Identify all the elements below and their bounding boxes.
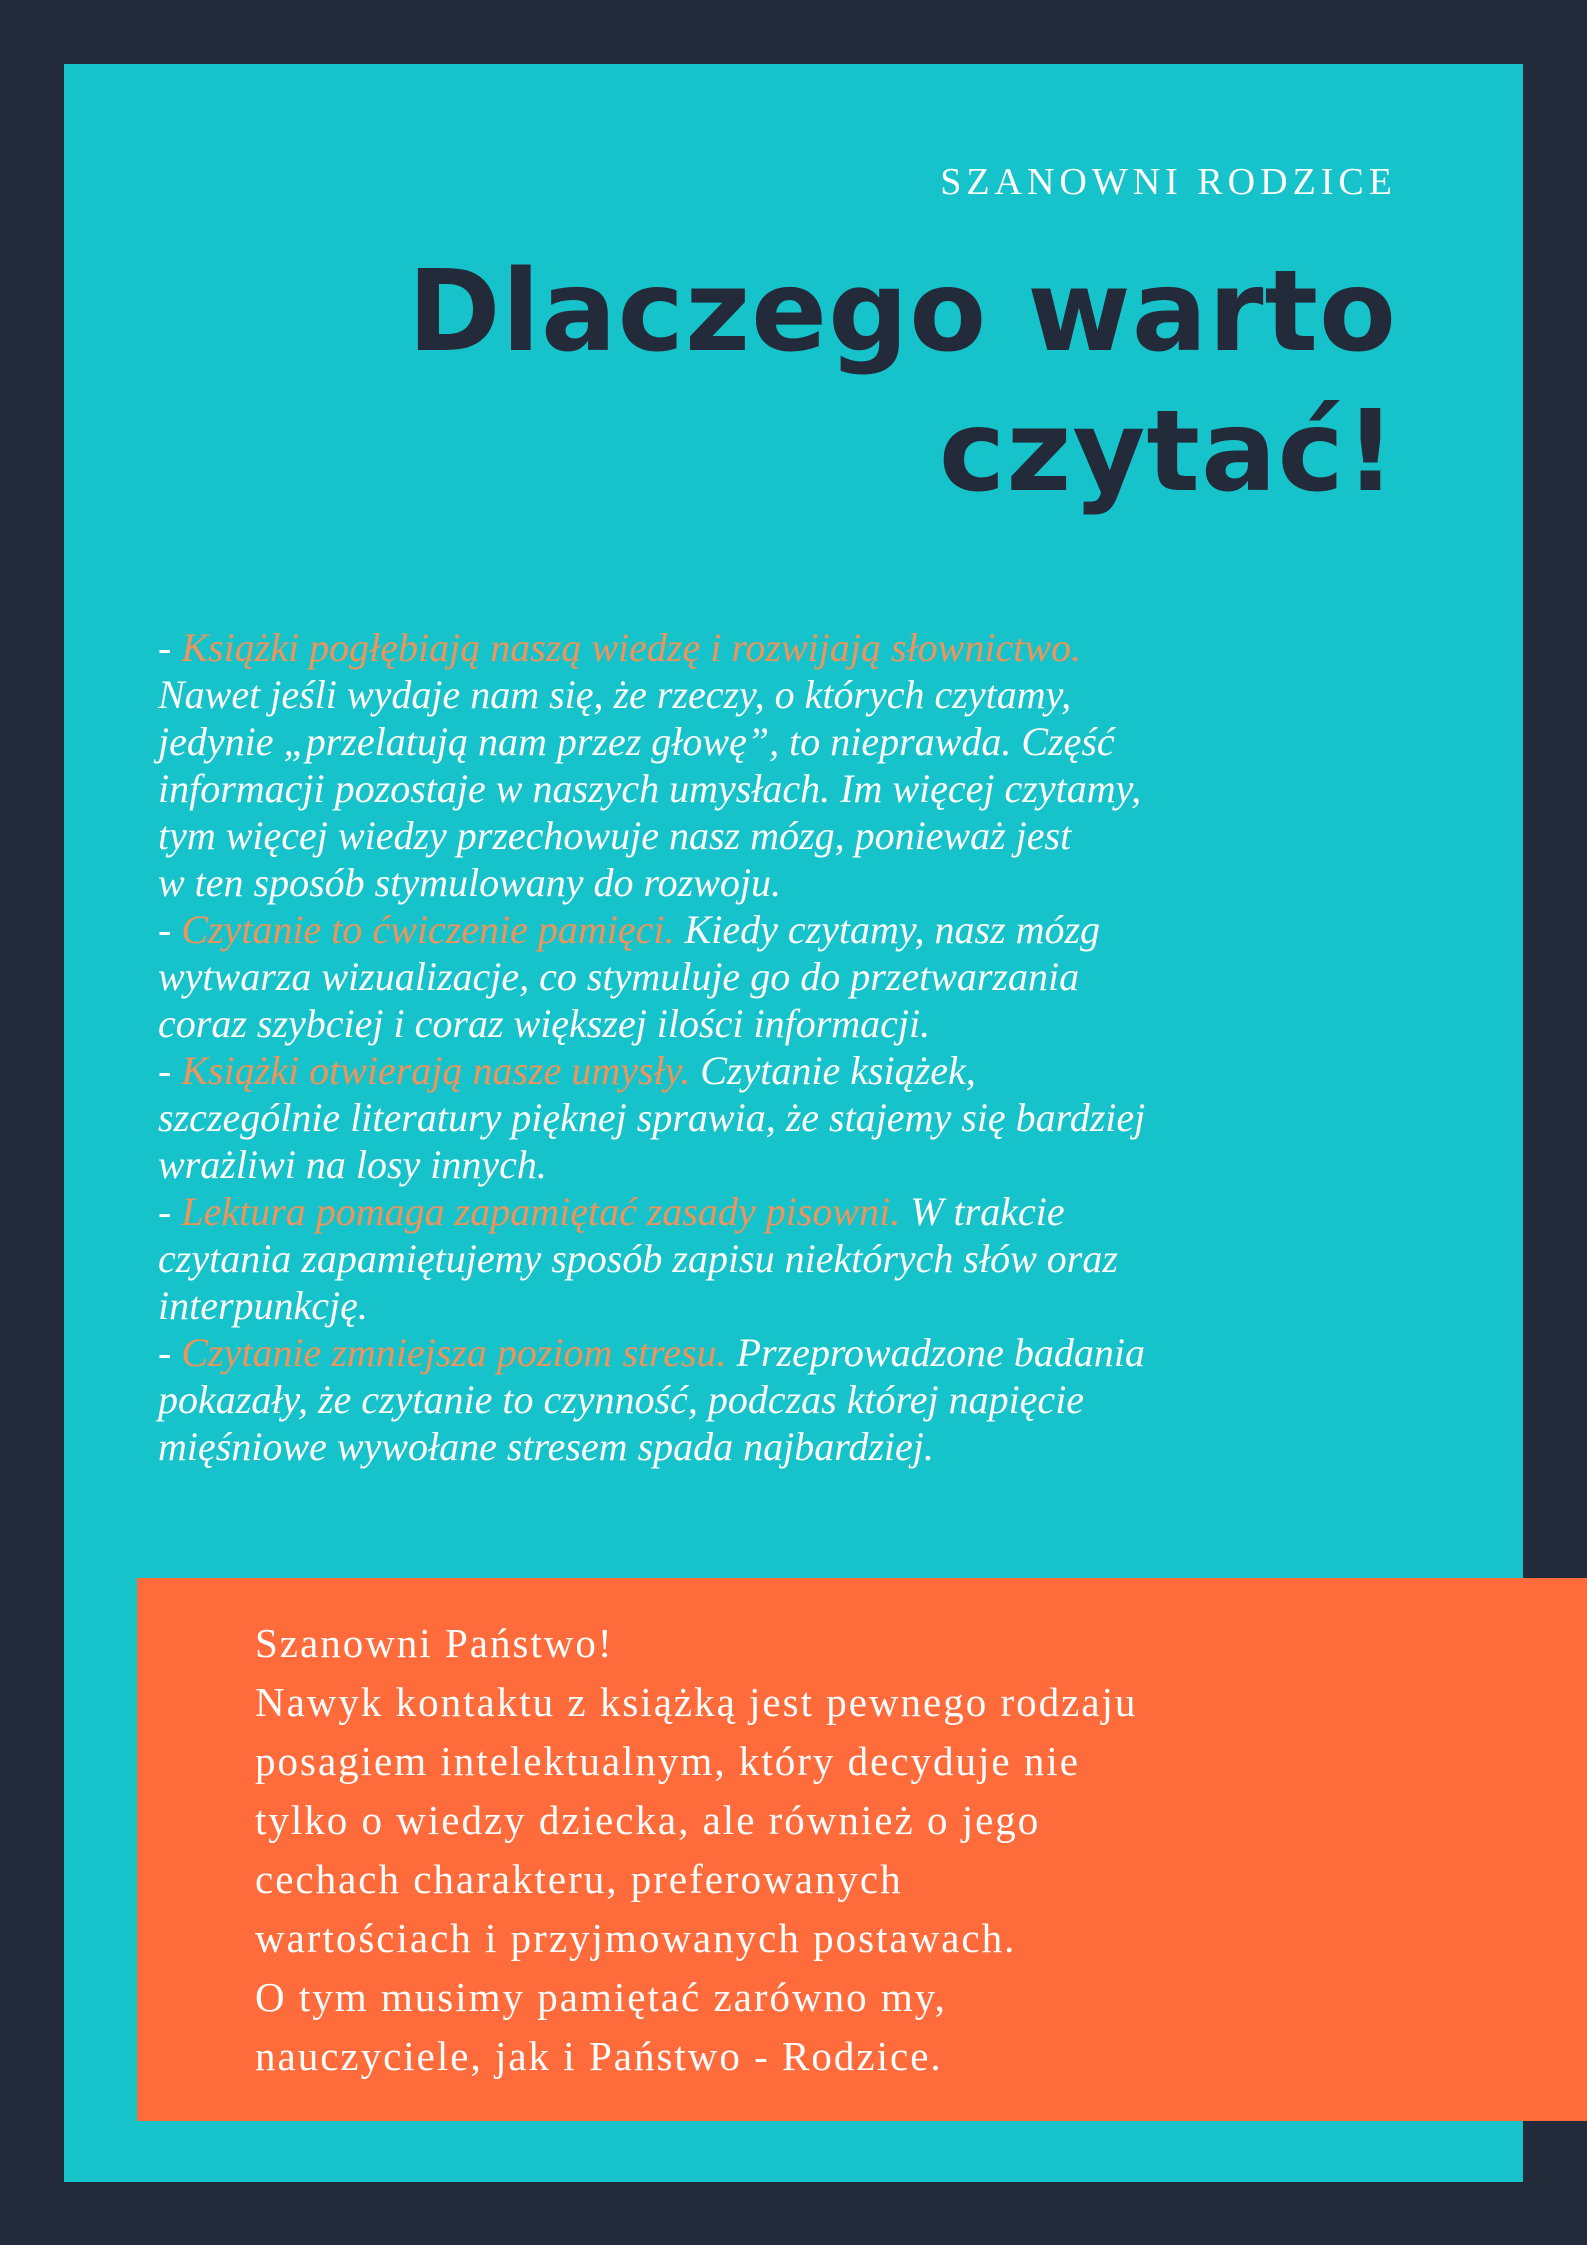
reason-line: pokazały, że czytanie to czynność, podczas której napięcie: [158, 1377, 1085, 1422]
reason-line: interpunkcję.: [158, 1283, 368, 1328]
note-line: tylko o wiedzy dziecka, ale również o jego: [255, 1797, 1041, 1843]
reason-item: [158, 1329, 1488, 1470]
reason-dash: -: [158, 625, 182, 670]
reason-dash: -: [158, 1189, 182, 1234]
reason-line: Przeprowadzone badania: [726, 1330, 1146, 1375]
reason-line: jedynie „przelatują nam przez głowę”, to nieprawda. Część: [158, 719, 1115, 764]
reason-line: czytania zapamiętujemy sposób zapisu niektórych słów oraz: [158, 1236, 1118, 1281]
reason-line: w ten sposób stymulowany do rozwoju.: [158, 860, 781, 905]
note-greeting: Szanowni Państwo!: [255, 1620, 614, 1666]
reason-dash: -: [158, 907, 182, 952]
reason-line: coraz szybciej i coraz większej ilości informacji.: [158, 1001, 931, 1046]
reason-highlight: Książki otwierają nasze umysły.: [181, 1048, 691, 1093]
reason-line: Nawet jeśli wydaje nam się, że rzeczy, o których czytamy,: [158, 672, 1072, 717]
reason-item: [158, 1188, 1488, 1329]
reason-item: [158, 1047, 1488, 1188]
reason-dash: -: [158, 1048, 182, 1093]
note-line: posagiem intelektualnym, który decyduje nie: [255, 1738, 1080, 1784]
poster-kicker: SZANOWNI RODZICE: [940, 161, 1397, 203]
reason-item: [158, 624, 1488, 906]
reason-highlight: Lektura pomaga zapamiętać zasady pisowni.: [181, 1189, 901, 1234]
poster-title-line-1: Dlaczego warto: [407, 247, 1397, 377]
reason-line: Czytanie książek,: [690, 1048, 976, 1093]
reason-highlight: Czytanie zmniejsza poziom stresu.: [181, 1330, 727, 1375]
note-line: nauczyciele, jak i Państwo - Rodzice.: [255, 2033, 943, 2079]
note-line: cechach charakteru, preferowanych: [255, 1856, 903, 1902]
poster-title: [197, 242, 1397, 522]
note-text: [255, 1614, 1495, 2086]
reason-highlight: Książki pogłębiają naszą wiedzę i rozwijają słownictwo.: [181, 625, 1082, 670]
reasons-list: [158, 624, 1488, 1470]
note-line: Nawyk kontaktu z książką jest pewnego rodzaju: [255, 1679, 1138, 1725]
reason-line: Kiedy czytamy, nasz mózg: [674, 907, 1101, 952]
reason-line: wrażliwi na losy innych.: [158, 1142, 547, 1187]
reason-line: mięśniowe wywołane stresem spada najbardziej.: [158, 1424, 934, 1469]
note-line: wartościach i przyjmowanych postawach.: [255, 1915, 1017, 1961]
note-box: [137, 1578, 1587, 2121]
reason-line: wytwarza wizualizacje, co stymuluje go do przetwarzania: [158, 954, 1080, 999]
reason-line: W trakcie: [900, 1189, 1065, 1234]
note-line: O tym musimy pamiętać zarówno my,: [255, 1974, 947, 2020]
reason-line: tym więcej wiedzy przechowuje nasz mózg, ponieważ jest: [158, 813, 1072, 858]
reason-dash: -: [158, 1330, 182, 1375]
reason-line: informacji pozostaje w naszych umysłach. Im więcej czytamy,: [158, 766, 1142, 811]
reason-highlight: Czytanie to ćwiczenie pamięci.: [181, 907, 675, 952]
poster-title-line-2: czytać!: [938, 387, 1397, 517]
reason-item: [158, 906, 1488, 1047]
reason-line: szczególnie literatury pięknej sprawia, że stajemy się bardziej: [158, 1095, 1146, 1140]
